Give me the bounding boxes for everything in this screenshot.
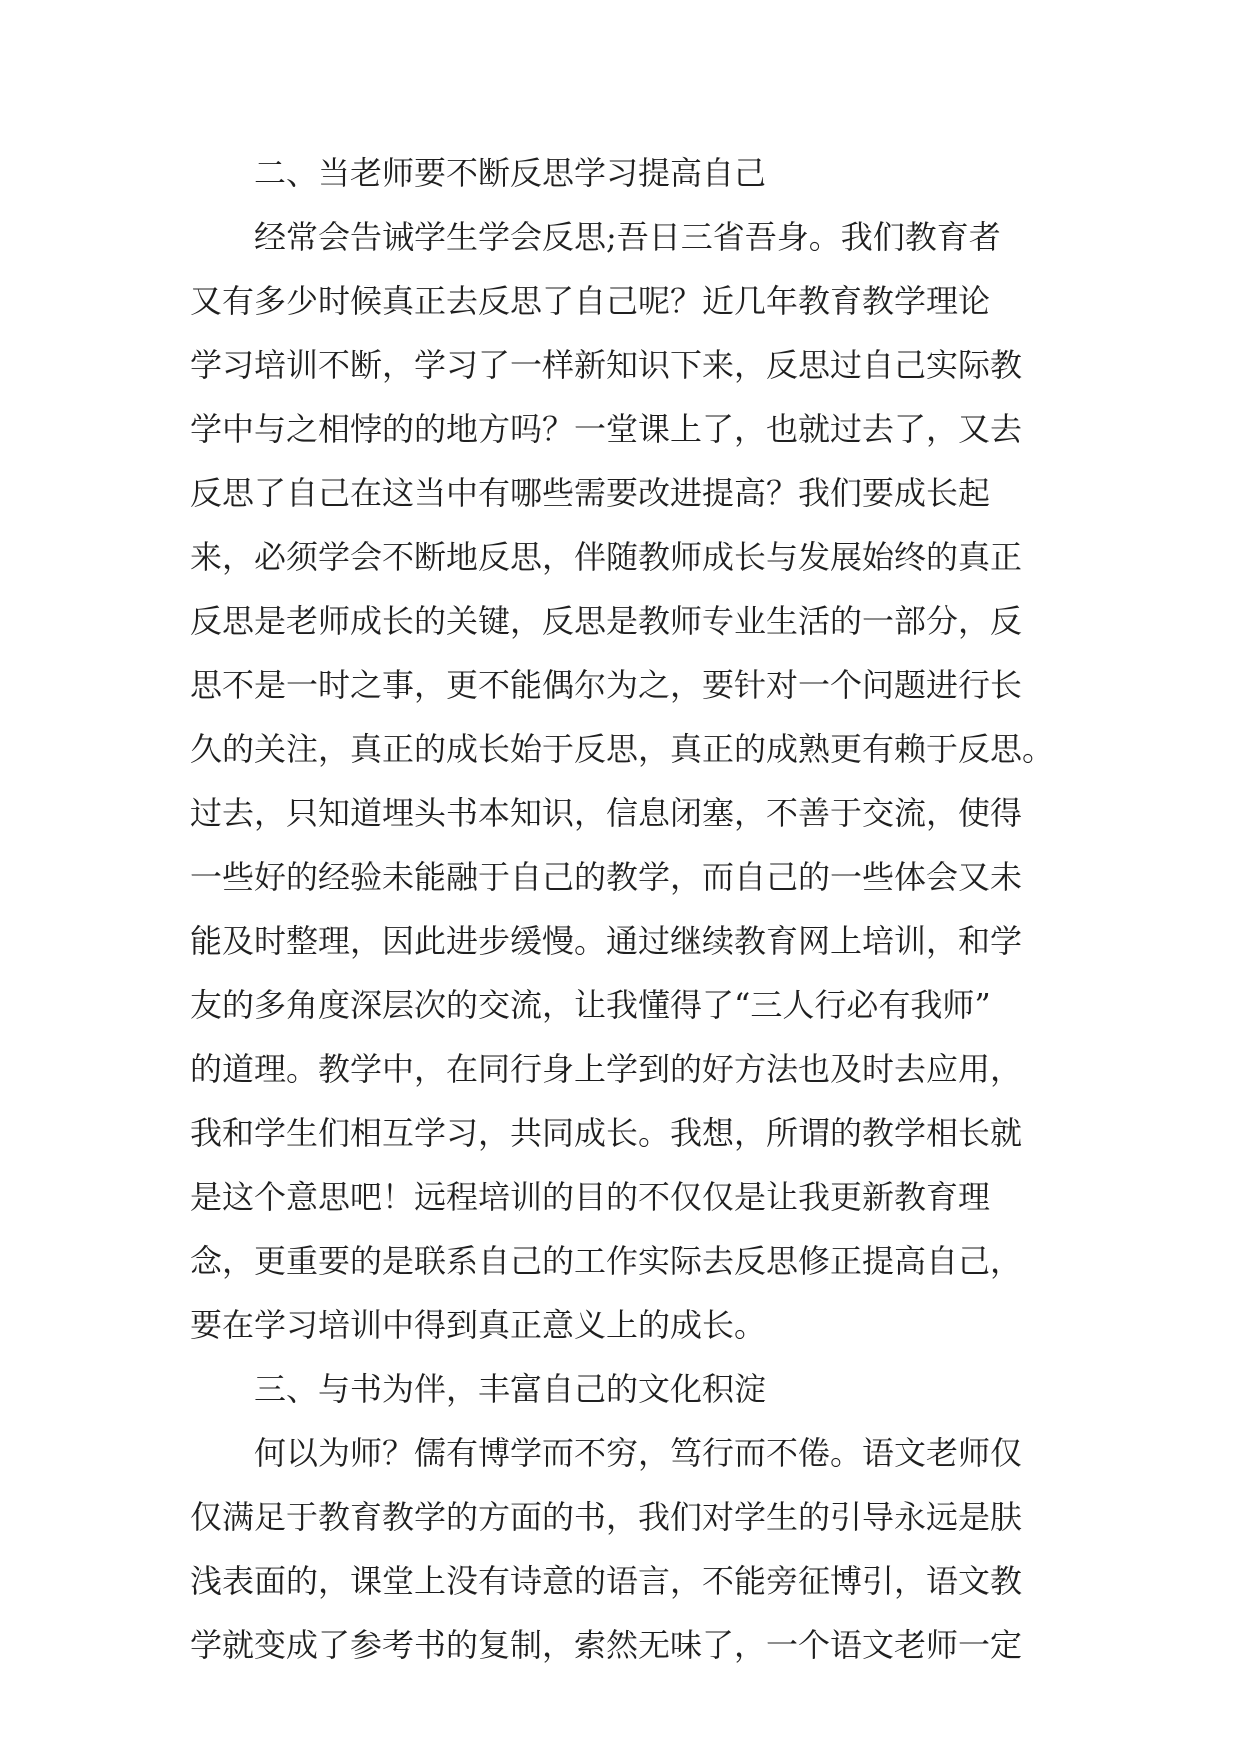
text-line: 是这个意思吧！远程培训的目的不仅仅是让我更新教育理 — [190, 1178, 991, 1216]
text-line: 又有多少时候真正去反思了自己呢？近几年教育教学理论 — [190, 282, 991, 320]
text-line: 一些好的经验未能融于自己的教学，而自己的一些体会又未 — [190, 858, 1023, 896]
text-line: 我和学生们相互学习，共同成长。我想，所谓的教学相长就 — [190, 1114, 1023, 1152]
text-line: 的道理。教学中，在同行身上学到的好方法也及时去应用， — [190, 1050, 1023, 1088]
text-line: 仅满足于教育教学的方面的书，我们对学生的引导永远是肤 — [190, 1498, 1023, 1536]
text-line: 反思是老师成长的关键，反思是教师专业生活的一部分，反 — [190, 602, 1023, 640]
section-heading-3: 三、与书为伴，丰富自己的文化积淀 — [254, 1370, 767, 1408]
text-line: 思不是一时之事，更不能偶尔为之，要针对一个问题进行长 — [190, 666, 1023, 704]
text-line: 过去，只知道埋头书本知识，信息闭塞，不善于交流，使得 — [190, 794, 1023, 832]
text-line: 何以为师？儒有博学而不穷，笃行而不倦。语文老师仅 — [254, 1434, 1023, 1472]
text-line: 友的多角度深层次的交流，让我懂得了“三人行必有我师” — [190, 986, 991, 1024]
text-line: 学就变成了参考书的复制，索然无味了，一个语文老师一定 — [190, 1626, 1023, 1664]
text-line: 能及时整理，因此进步缓慢。通过继续教育网上培训，和学 — [190, 922, 1023, 960]
text-line: 反思了自己在这当中有哪些需要改进提高？我们要成长起 — [190, 474, 991, 512]
text-line: 浅表面的，课堂上没有诗意的语言，不能旁征博引，语文教 — [190, 1562, 1023, 1600]
text-line: 要在学习培训中得到真正意义上的成长。 — [190, 1306, 767, 1344]
text-line: 念，更重要的是联系自己的工作实际去反思修正提高自己， — [190, 1242, 1023, 1280]
text-line: 经常会告诫学生学会反思;吾日三省吾身。我们教育者 — [254, 218, 1001, 256]
text-line: 学中与之相悖的的地方吗？一堂课上了，也就过去了，又去 — [190, 410, 1023, 448]
section-heading-2: 二、当老师要不断反思学习提高自己 — [254, 154, 767, 192]
text-line: 学习培训不断，学习了一样新知识下来，反思过自己实际教 — [190, 346, 1023, 384]
text-line: 来，必须学会不断地反思，伴随教师成长与发展始终的真正 — [190, 538, 1023, 576]
text-line: 久的关注，真正的成长始于反思，真正的成熟更有赖于反思。 — [190, 730, 1055, 768]
